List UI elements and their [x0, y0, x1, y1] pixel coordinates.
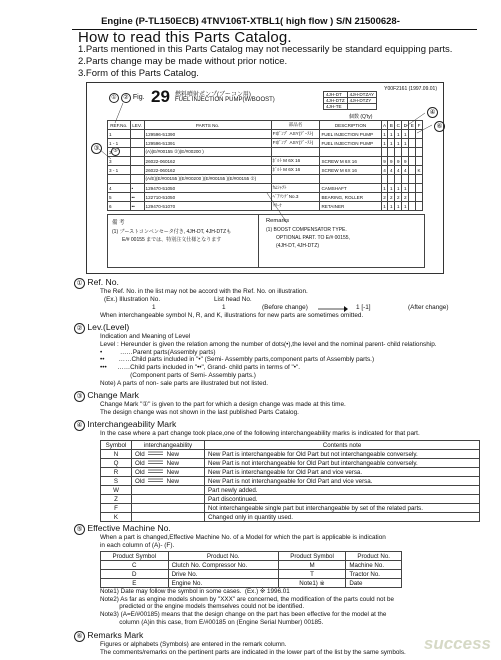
contents-cell: Part newly added.	[205, 486, 480, 495]
inter-header-row	[101, 441, 480, 450]
table-cell: 1	[395, 139, 402, 148]
engine-a: 4JH-DT	[324, 92, 348, 98]
new-label: New	[166, 478, 180, 485]
table-cell: Clutch No. Compressor No.	[168, 561, 278, 570]
table-cell: K	[417, 167, 421, 173]
table-cell: 1	[381, 139, 388, 148]
sample-catalog-figure	[86, 82, 444, 274]
table-cell: 4	[388, 166, 395, 175]
table-cell: 4	[381, 166, 388, 175]
mark-cell	[132, 459, 205, 468]
table-cell: 26022-060162	[144, 166, 271, 175]
mark-cell	[132, 486, 205, 495]
col-ref: REF.No.	[108, 121, 131, 130]
table-row	[101, 486, 480, 495]
old-label: Old	[135, 451, 145, 458]
fig-label: ① ② Fig.	[109, 93, 145, 103]
old-label: Old	[135, 469, 145, 476]
engine-b: 4JH-DTZ	[324, 98, 348, 104]
new-label: New	[166, 460, 180, 467]
contents-cell: Not interchangeable single part but interchangeable by set of the related parts.	[205, 504, 480, 513]
table-cell: ﾍﾞｱﾘﾝｸﾞNo.3	[271, 193, 320, 202]
remarks-en-2: OPTIONAL PART. TO E/# 00155,	[276, 235, 350, 241]
lev-line: • ……Parent parts(Assembly parts)	[100, 348, 216, 356]
table-cell: 1	[395, 202, 402, 211]
inter-col-mark: interchangeability	[132, 441, 205, 450]
table-cell: 5	[108, 193, 131, 202]
symbol-cell: Z	[101, 495, 132, 504]
table-cell: 1	[388, 184, 395, 193]
table-cell: ••	[130, 202, 144, 211]
table-cell: 129596-51390	[144, 130, 271, 139]
table-cell: BEARING, ROLLER	[320, 193, 381, 202]
eff-note: column (A)in this case, from E/#00185 on (Engine Serial Number) 00185.	[100, 618, 324, 626]
table-row	[101, 504, 480, 513]
fig-title-jp: 燃料噴射ポンプ(ブーコン用)	[175, 92, 251, 98]
table-cell: FIﾎﾟﾝﾌﾟ ASY(ﾌﾞｰｽﾄ)	[271, 130, 320, 139]
table-cell: 2	[395, 193, 402, 202]
table-cell: 4	[395, 166, 402, 175]
col-b: B	[389, 122, 393, 128]
table-cell: 1	[388, 139, 395, 148]
interchange-arrow-icon	[147, 459, 165, 465]
table-cell: 1	[388, 130, 395, 139]
table-row	[101, 477, 480, 486]
symbol-cell: K	[101, 513, 132, 522]
table-cell: E	[101, 579, 169, 588]
table-cell: ｶﾑｼｬﾌﾄ	[271, 184, 320, 193]
table-cell: ••	[130, 193, 144, 202]
engine-e: 4JH-DTZY	[347, 98, 376, 104]
change-heading: ③ Change Mark	[74, 390, 139, 402]
contents-cell: Part discontinued.	[205, 495, 480, 504]
new-label: New	[166, 451, 180, 458]
contents-cell: New Part is interchangeable for Old Part but not interchangeable conversely.	[205, 450, 480, 459]
remarks-heading: ⑥ Remarks Mark	[74, 630, 143, 642]
intro-line-2: 2.Parts change may be made without prior notice.	[78, 56, 288, 67]
table-row	[101, 459, 480, 468]
intro-line-3: 3.Form of this Parts Catalog.	[78, 68, 199, 79]
eff-col-product-1: Product No.	[168, 552, 278, 561]
table-cell: CAMSHAFT	[320, 184, 381, 193]
mark-cell	[132, 504, 205, 513]
inter-col-symbol: Symbol	[101, 441, 132, 450]
table-cell: Note1) ※	[278, 579, 346, 588]
symbol-cell: F	[101, 504, 132, 513]
old-label: Old	[135, 478, 145, 485]
eff-note: predicted or the engine models themselves could not be identified.	[100, 603, 305, 611]
col-d: D	[403, 122, 407, 128]
symbol-cell: R	[101, 468, 132, 477]
lev-line: (Component parts of Semi- Assembly parts.)	[100, 371, 256, 379]
mark-cell	[132, 477, 205, 486]
fig-number: 29	[151, 87, 170, 106]
table-cell: 129470-51050	[144, 184, 271, 193]
col-a: A	[382, 122, 387, 128]
symbol-cell: Q	[101, 459, 132, 468]
left-margin	[0, 0, 7, 660]
qty-label: 個数 (Q'ty)	[349, 114, 373, 120]
table-cell: 9	[395, 157, 402, 166]
table-cell: 3 - 1	[108, 166, 131, 175]
table-cell: 122710-51050	[144, 193, 271, 202]
table-cell: D	[101, 570, 169, 579]
col-c: C	[396, 122, 400, 128]
table-cell: 1	[402, 139, 409, 148]
table-cell: 3	[108, 148, 131, 157]
lev-line: •• ……Child parts included in "•" (Semi- Assembly parts,component parts of Assembly parts.)	[100, 356, 375, 364]
table-cell: 1	[108, 130, 131, 139]
table-cell: ﾎﾞﾙﾄ M 6X 16	[271, 157, 320, 166]
change-line-1: Change Mark "①" is given to the part for which a design change was made at this time.	[100, 401, 346, 408]
inter-heading: ④ Interchangeability Mark	[74, 419, 176, 431]
lev-line: ••• ……Child parts included in "••", Grand- child parts in terms of "•".	[100, 364, 301, 372]
eff-note: Note3) (A=E/#00185) means that the design change on the part has been effective for the model at the	[100, 611, 387, 619]
watermark: success	[423, 634, 491, 653]
table-cell: Drive No.	[168, 570, 278, 579]
table-cell: 1	[395, 130, 402, 139]
callout-3: ③	[91, 143, 102, 154]
eff-note: Note1) Date may follow the symbol in some cases. (Ex.) ※ 1996.01	[100, 588, 290, 595]
table-cell: 129596-51391	[144, 139, 271, 148]
table-row	[101, 579, 402, 588]
table-cell: 2	[381, 193, 388, 202]
table-cell: FUEL INJECTION PUMP	[320, 139, 381, 148]
table-cell: 1	[395, 184, 402, 193]
table-cell: (A/E)(E/#00155 )(E/#00200 )(E/#00155 )(E/#00155 ②)	[144, 175, 271, 184]
contents-cell: New Part is interchangeable for Old Part and vice versa.	[205, 468, 480, 477]
symbol-cell: W	[101, 486, 132, 495]
table-cell: 2	[402, 193, 409, 202]
change-line-2: The design change was not shown in the last published Parts Catalog.	[100, 409, 299, 416]
table-cell: 1	[402, 130, 409, 139]
table-cell: ﾘﾃｰﾅ	[271, 202, 320, 211]
ref-after: (After change)	[408, 304, 449, 311]
contents-cell: Changed only in quantity used.	[205, 513, 480, 522]
table-cell: 9	[402, 157, 409, 166]
figure-code: Y00F2161 (1997.09.01)	[384, 86, 437, 92]
eff-col-symbol-1: Product Symbol	[101, 552, 169, 561]
table-row	[101, 468, 480, 477]
ref-example: (Ex.) Illustration No.	[104, 296, 161, 303]
table-cell: 1	[402, 184, 409, 193]
engine-d: 4JH-DTZAY	[347, 92, 376, 98]
new-label: New	[166, 469, 180, 476]
table-cell: Machine No.	[346, 561, 402, 570]
interchange-arrow-icon	[147, 477, 165, 483]
ref-ill-no: 1	[152, 304, 156, 311]
mark-cell	[132, 450, 205, 459]
page-title: How to read this Parts Catalog.	[78, 29, 292, 46]
lev-text	[100, 333, 437, 388]
col-f: F	[416, 121, 423, 130]
table-cell: RETAINER	[320, 202, 381, 211]
table-row	[101, 450, 480, 459]
mark-cell	[132, 495, 205, 504]
lev-line: Note) A parts of non- sale parts are illustrated but not listed.	[100, 379, 269, 387]
interchange-arrow-icon	[147, 450, 165, 456]
mark-cell	[132, 468, 205, 477]
eff-heading: ⑤ Effective Machine No.	[74, 523, 171, 535]
col-e: E	[410, 122, 414, 128]
table-cell: 4	[402, 166, 409, 175]
lev-heading: ② Lev.(Level)	[74, 322, 129, 334]
eff-col-product-2: Product No.	[346, 552, 402, 561]
remarks-line-2: The comments/remarks on the pertinent parts are indicated in the lower part of the list by the same symbols.	[100, 649, 406, 656]
effective-machine-table	[100, 551, 402, 588]
symbol-cell: N	[101, 450, 132, 459]
callout-leaders	[87, 83, 443, 273]
callout-6: ⑥	[434, 121, 445, 132]
contents-cell: New Part is not interchangeable for Old Part and vice versa.	[205, 477, 480, 486]
remarks-en-3: (4JH-DT, 4JH-DTZ)	[276, 243, 320, 249]
interchange-arrow-icon	[147, 468, 165, 474]
table-cell: 6	[108, 202, 131, 211]
table-cell: 1	[381, 202, 388, 211]
table-cell: 1 - 1	[108, 139, 131, 148]
table-cell: FUEL INJECTION PUMP	[320, 130, 381, 139]
table-cell: 1	[402, 202, 409, 211]
col-name-jp: 部品名	[271, 121, 320, 130]
table-cell: 1	[381, 130, 388, 139]
interchangeability-table	[100, 440, 480, 522]
table-row	[101, 570, 402, 579]
lev-line: Indication and Meaning of Level	[100, 333, 191, 340]
table-cell: 9	[388, 157, 395, 166]
table-cell: 3	[108, 157, 131, 166]
inter-col-contents: Contents note	[205, 441, 480, 450]
remarks-jp-2: E/# 00155 までは、特別注文仕様となります	[122, 237, 222, 243]
table-cell: •	[130, 184, 144, 193]
table-cell: M	[278, 561, 346, 570]
col-parts-no: PARTS No.	[144, 121, 271, 130]
fig-title-en: FUEL INJECTION PUMP(W/BOOST)	[175, 97, 275, 103]
remarks-jp-1: (1) ブーストコンペンセータ付き, 4JH-DT, 4JH-DTZも	[112, 229, 232, 235]
table-cell: Engine No.	[168, 579, 278, 588]
table-cell: Tractor No.	[346, 570, 402, 579]
ref-after-box: 1 [-1]	[356, 304, 371, 311]
contents-cell: New Part is not interchangeable for Old Part but interchangeable conversely.	[205, 459, 480, 468]
table-cell: C	[101, 561, 169, 570]
ref-text: The Ref. No. in the list may not be accord with the Ref. No. on illustration.	[100, 288, 308, 295]
table-cell: ﾎﾞﾙﾄ M 6X 16	[271, 166, 320, 175]
remarks-line-1: Figures or alphabets (Symbols) are entered in the remark column.	[100, 641, 287, 648]
engine-c: 4JH-TE	[324, 104, 348, 110]
remarks-en-head: Remarks	[266, 218, 290, 224]
mark-cell	[132, 513, 205, 522]
table-cell: (A)(E/#00155 ②)(E/#00200 )	[144, 148, 271, 157]
table-cell: 129470-51070	[144, 202, 271, 211]
callout-4: ④	[427, 107, 438, 118]
table-cell: T	[278, 570, 346, 579]
table-cell: 1	[381, 184, 388, 193]
ref-heading: ① Ref. No.	[74, 277, 119, 289]
table-cell: SCREW M 6X 16	[320, 157, 381, 166]
eff-header-row	[101, 552, 402, 561]
remarks-jp-head: 備 考	[112, 220, 125, 226]
eff-text-1: When a part is changed,Effective Machine No. of a Model for which the part is applicable is indication	[100, 534, 386, 541]
table-row	[101, 495, 480, 504]
col-description: DESCRIPTION	[320, 121, 381, 130]
lev-line: Level : Hereunder is given the relation among the number of dots(•),the level and the nominal parent- child relationship.	[100, 340, 437, 348]
table-cell: FIﾎﾟﾝﾌﾟ ASY(ﾌﾞｰｽﾄ)	[271, 139, 320, 148]
eff-note: Note2) As far as engine models shown by "XXX" are concerned, the modification of the parts could not be	[100, 595, 394, 603]
ref-list-head: List head No.	[214, 296, 252, 303]
table-row	[101, 513, 480, 522]
table-cell: 9	[381, 157, 388, 166]
callout-5: ⑤	[111, 147, 120, 156]
ref-note: When interchangeable symbol N, R, and K, illustrations for new parts are sometimes omitted.	[100, 312, 364, 319]
intro-line-1: 1.Parts mentioned in this Parts Catalog may not necessarily be standard equipping parts.	[78, 44, 453, 55]
old-label: Old	[135, 460, 145, 467]
eff-text-2: in each column of (A)- (F).	[100, 542, 175, 549]
page-header: Engine (P-TL150ECB) 4TNV106T-XTBL1( high flow ) S/N 21500628-	[101, 16, 400, 27]
table-cell: 2	[388, 193, 395, 202]
table-row	[101, 561, 402, 570]
eff-notes	[100, 588, 394, 627]
symbol-cell: S	[101, 477, 132, 486]
ref-before: (Before change)	[262, 304, 308, 311]
remarks-en-1: (1) BOOST COMPENSATOR TYPE.	[266, 227, 347, 233]
table-cell: 4	[108, 184, 131, 193]
ref-list-no: 1	[222, 304, 226, 311]
inter-text: In the case where a part change took place,one of the following interchangeability marks is indicated for that part.	[100, 430, 420, 437]
eff-col-symbol-2: Product Symbol	[278, 552, 346, 561]
table-cell: 26022-060162	[144, 157, 271, 166]
table-cell: 1	[388, 202, 395, 211]
table-cell: SCREW M 6X 16	[320, 166, 381, 175]
table-cell: Date	[346, 579, 402, 588]
col-lev: LEV.	[130, 121, 144, 130]
